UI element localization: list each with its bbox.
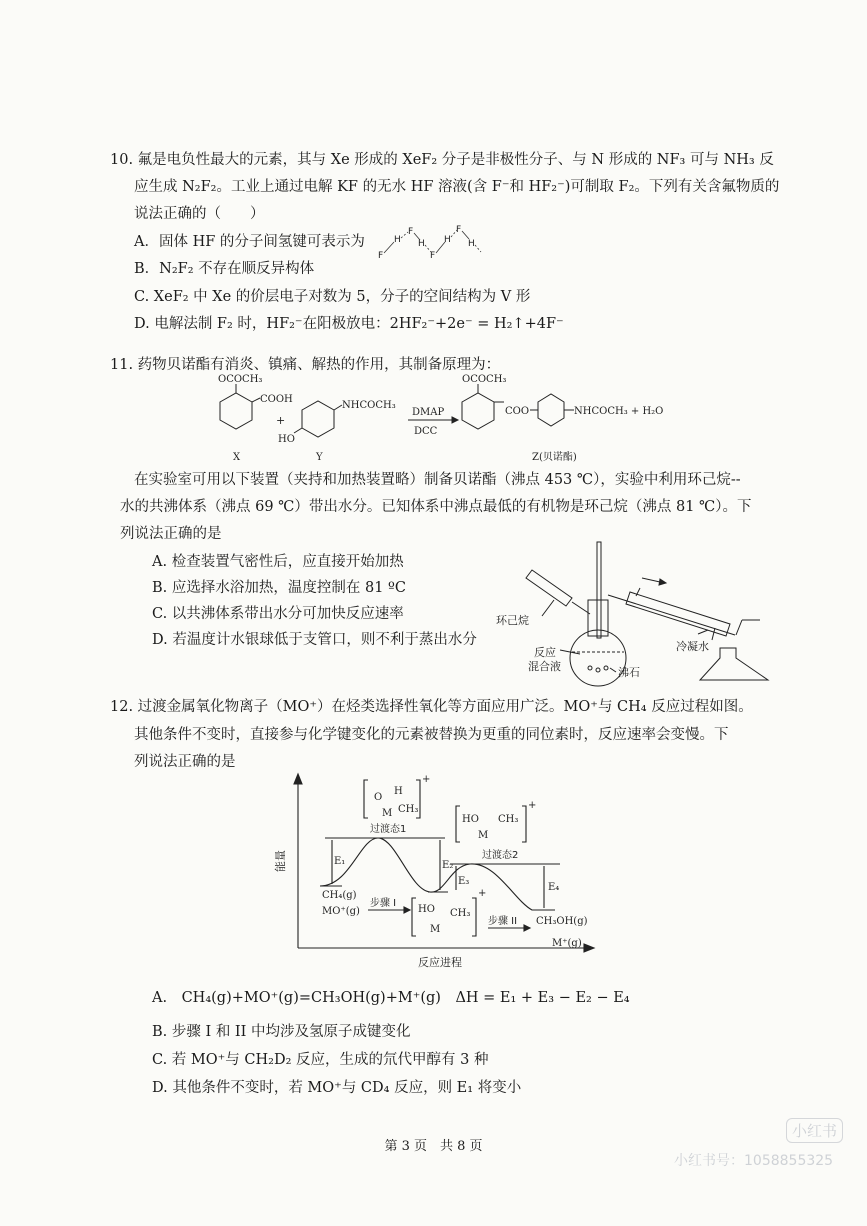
page-footer: 第 3 页 共 8 页 <box>384 1139 483 1154</box>
int-methyl: CH₃ <box>450 908 471 919</box>
label-reaction: 反应 <box>534 646 556 659</box>
ts1-label: 过渡态1 <box>370 824 407 835</box>
plus-sign: + <box>276 414 286 427</box>
z-benzene-ring-2 <box>538 394 564 426</box>
q10-stem-line3: 说法正确的（ ） <box>134 206 265 222</box>
q11-option-a: A. 检查装置气密性后，应直接开始加热 <box>152 554 404 570</box>
x-benzene-ring <box>220 393 252 429</box>
ts2-hydroxyl: HO <box>462 814 479 825</box>
q11-option-d: D. 若温度计水银球低于支管口，则不利于蒸出水分 <box>152 632 477 648</box>
x-carboxyl-group: COOH <box>260 394 293 405</box>
z-benzene-ring-1 <box>462 393 494 429</box>
q12-option-c: C. 若 MO⁺与 CH₂D₂ 反应，生成的氘代甲醇有 3 种 <box>152 1052 489 1068</box>
label-condensing-water: 冷凝水 <box>676 640 709 653</box>
reagent-dcc: DCC <box>414 426 438 437</box>
e4-label: E₄ <box>548 882 560 893</box>
int-metal: M <box>430 924 441 935</box>
reactant-mo-ion: MO⁺(g) <box>322 906 360 917</box>
ts1-plus: + <box>422 774 431 785</box>
hbond-h-3: H <box>444 235 451 245</box>
conical-flask <box>700 648 768 680</box>
int-plus: + <box>478 888 487 899</box>
watermark-logo: 小红书 <box>786 1118 843 1143</box>
x-acetoxy-group: OCOCH₃ <box>218 374 263 385</box>
hbond-f-2: F <box>408 227 414 237</box>
q11-option-b: B. 应选择水浴加热，温度控制在 81 ºC <box>152 580 406 596</box>
y-hydroxyl-group: HO <box>278 434 295 445</box>
ts2-plus: + <box>528 800 537 811</box>
hbond-h-1: H <box>394 235 401 245</box>
product-m-ion: M⁺(g) <box>552 938 582 949</box>
watermark-id: 小红书号：1058855325 <box>674 1153 834 1169</box>
hf-hydrogen-bond-diagram <box>368 224 488 264</box>
ts1-metal: M <box>382 808 393 819</box>
label-boiling-stones: 沸石 <box>618 666 640 679</box>
ts1-oxygen: O <box>374 792 383 803</box>
ts2-label: 过渡态2 <box>482 850 519 861</box>
q11-para-line3: 列说法正确的是 <box>120 526 222 542</box>
reagent-dmap: DMAP <box>412 407 445 418</box>
label-y: Y <box>316 452 323 463</box>
distillation-apparatus <box>490 540 780 690</box>
hbond-h-4: H <box>468 239 475 249</box>
ts1-hydrogen: H <box>394 786 403 797</box>
water-separator <box>526 570 572 606</box>
product-methanol: CH₃OH(g) <box>536 916 588 927</box>
label-mixture: 混合液 <box>528 660 561 673</box>
q10-option-b: B．N₂F₂ 不存在顺反异构体 <box>134 261 315 277</box>
e1-label: E₁ <box>334 856 346 867</box>
q11-para-line2: 水的共沸体系（沸点 69 ℃）带出水分。已知体系中沸点最低的有机物是环己烷（沸点 81 ℃）。下 <box>120 499 752 515</box>
hbond-f-4: F <box>456 225 462 235</box>
q11-para-line1: 在实验室可用以下装置（夹持和加热装置略）制备贝诺酯（沸点 453 ℃），实验中利用环己烷-- <box>134 472 741 488</box>
q11-option-c: C. 以共沸体系带出水分可加快反应速率 <box>152 606 404 622</box>
q10-stem-line1: 10. 氟是电负性最大的元素，其与 Xe 形成的 XeF₂ 分子是非极性分子、与 N 形成的 NF₃ 可与 NH₃ 反 <box>110 152 774 168</box>
reactant-methane: CH₄(g) <box>322 890 357 901</box>
z-ester-link: COO <box>505 406 530 417</box>
ts1-methyl: CH₃ <box>398 804 419 815</box>
thermometer <box>597 542 601 638</box>
y-benzene-ring <box>302 401 334 437</box>
step-2-label: 步骤 II <box>488 916 518 927</box>
ts2-methyl: CH₃ <box>498 814 519 825</box>
z-acetoxy-group: OCOCH₃ <box>462 374 507 385</box>
hbond-f-1: F <box>378 251 384 261</box>
e2-label: E₂ <box>442 860 454 871</box>
q10-stem-line2: 应生成 N₂F₂。工业上通过电解 KF 的无水 HF 溶液(含 F⁻和 HF₂⁻)可制取 F₂。下列有关含氟物质的 <box>134 179 780 195</box>
energy-profile-diagram <box>270 770 610 980</box>
q12-stem-line2: 其他条件不变时，直接参与化学键变化的元素被替换为更重的同位素时，反应速率会变慢。下 <box>134 727 729 743</box>
z-acetamido-water: NHCOCH₃ + H₂O <box>574 406 664 417</box>
y-acetamido-group: NHCOCH₃ <box>342 400 396 411</box>
q12-stem-line3: 列说法正确的是 <box>134 754 236 770</box>
q10-option-c: C. XeF₂ 中 Xe 的价层电子对数为 5，分子的空间结构为 V 形 <box>134 289 531 305</box>
benorilate-synthesis-scheme <box>190 372 710 467</box>
ts2-metal: M <box>478 830 489 841</box>
label-cyclohexane: 环己烷 <box>496 614 529 627</box>
q12-option-a: A. CH₄(g)+MO⁺(g)=CH₃OH(g)+M⁺(g) ΔH = E₁ + E₃ − E₂ − E₄ <box>152 990 630 1006</box>
step-1-label: 步骤 I <box>370 898 397 909</box>
q12-stem-line1: 12. 过渡金属氧化物离子（MO⁺）在烃类选择性氧化等方面应用广泛。MO⁺与 CH₄ 反应过程如图。 <box>110 699 753 715</box>
q10-option-d: D. 电解法制 F₂ 时，HF₂⁻在阳极放电：2HF₂⁻+2e⁻ = H₂↑+4F⁻ <box>134 316 564 332</box>
label-x: X <box>233 452 241 463</box>
x-axis-label: 反应进程 <box>418 956 462 969</box>
y-axis-label: 能量 <box>274 850 287 872</box>
e3-label: E₃ <box>458 876 470 887</box>
q12-option-b: B. 步骤 I 和 II 中均涉及氢原子成键变化 <box>152 1024 411 1040</box>
label-z: Z(贝诺酯) <box>532 452 577 463</box>
q12-option-d: D. 其他条件不变时，若 MO⁺与 CD₄ 反应，则 E₁ 将变小 <box>152 1080 522 1096</box>
q10-option-a: A．固体 HF 的分子间氢键可表示为 <box>134 234 365 250</box>
hbond-h-2: H <box>418 239 425 249</box>
hbond-f-3: F <box>430 251 436 261</box>
q11-stem: 11. 药物贝诺酯有消炎、镇痛、解热的作用，其制备原理为： <box>110 357 501 373</box>
int-hydroxyl: HO <box>418 904 435 915</box>
